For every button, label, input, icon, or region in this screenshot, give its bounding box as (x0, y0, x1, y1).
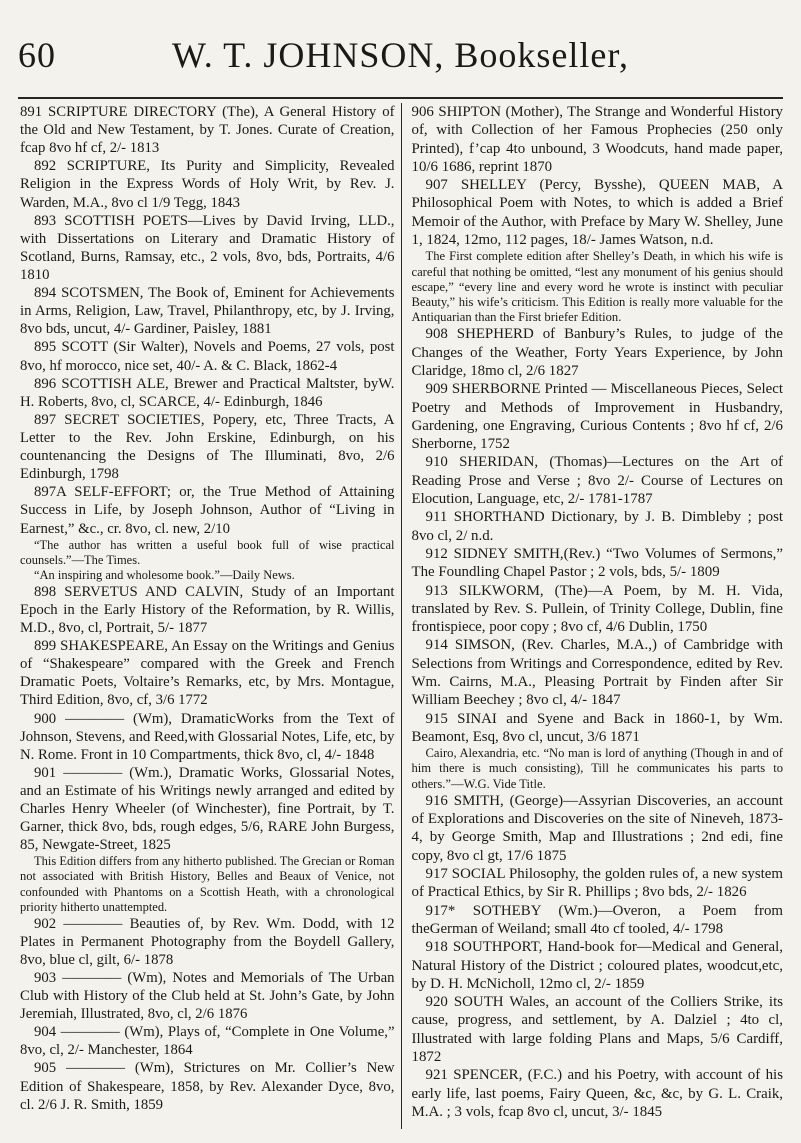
edition-note: This Edition differs from any hitherto published. The Grecian or Roman not associated with British History, Belles and Beaux of Venice, not confounded with Phantoms on a Scottish Heath, with a chronological priority hitherto unattempted. (20, 854, 395, 914)
catalogue-entry: 901 ———— (Wm.), Dramatic Works, Glossarial Notes, and an Estimate of his Writings newly arranged and edited by Charles Henry Wheeler (of Winchester), fine Portrait, by T. Garner, thick 8vo, bds, rough edges, 5/6, RARE John Burgess, 85, Newgate-Street, 1825 (20, 764, 395, 854)
catalogue-entry: 904 ———— (Wm), Plays of, “Complete in One Volume,” 8vo, cl, 2/- Manchester, 1864 (20, 1024, 395, 1059)
catalogue-entry: 899 SHAKESPEARE, An Essay on the Writings and Genius of “Shakespeare” compared with the Greek and French Dramatic Poets, Voltaire’s Remarks, etc, by Mrs. Montague, Third Edition, 8vo, cf, 3/6 1772 (20, 638, 395, 709)
catalogue-entry: 909 SHERBORNE Printed — Miscellaneous Pieces, Select Poetry and Methods of Improvement in Husbandry, Gardening, one Engraving, Curious Contents ; 8vo hf cf, 2/6 Sherborne, 1752 (411, 381, 783, 453)
catalogue-entry: 917* SOTHEBY (Wm.)—Overon, a Poem from theGerman of Weiland; small 4to cf tooled, 4/- 1798 (411, 902, 783, 937)
catalogue-entry: 921 SPENCER, (F.C.) and his Poetry, with account of his early life, last poems, Fairy Queen, &c, &c, by G. L. Craik, M.A. ; 3 vols, fcap 8vo cl, uncut, 3/- 1845 (411, 1067, 783, 1120)
catalogue-entry: 894 SCOTSMEN, The Book of, Eminent for Achievements in Arms, Religion, Law, Travel, Philanthropy, etc, by J. Irving, 8vo bds, uncut, 4/- Gardiner, Paisley, 1881 (20, 285, 395, 338)
running-title: W. T. JOHNSON, Bookseller, (172, 35, 629, 75)
catalogue-entry: 911 SHORTHAND Dictionary, by J. B. Dimbleby ; post 8vo cl, 2/ n.d. (411, 509, 783, 544)
catalogue-entry: 903 ———— (Wm), Notes and Memorials of The Urban Club with History of the Club held at St. John’s Gate, by John Jeremiah, Illustrated, 8vo, cl, 2/6 1876 (20, 969, 395, 1023)
catalogue-entry: 897 SECRET SOCIETIES, Popery, etc, Three Tracts, A Letter to the Rev. John Erskine, Edinburgh, on his countenancing the Designs of The Illuminati, 8vo, 2/6 Edinburgh, 1798 (20, 411, 395, 483)
page-header (18, 30, 783, 80)
catalogue-entry: 920 SOUTH Wales, an account of the Colliers Strike, its cause, progress, and settlement, by A. Dalziel ; 4to cl, Illustrated with large folding Plans and Maps, 5/6 Cardiff, 1872 (411, 994, 783, 1065)
catalogue-entry: 906 SHIPTON (Mother), The Strange and Wonderful History of, with Collection of her Famous Prophecies (250 only Printed), f’cap 4to unbound, 3 Woodcuts, hand made paper, 10/6 1686, reprint 1870 (411, 104, 783, 175)
page-number: 60 (18, 35, 56, 75)
catalogue-entry: 915 SINAI and Syene and Back in 1860-1, by Wm. Beamont, Esq, 8vo cl, uncut, 3/6 1871 (411, 710, 783, 745)
catalogue-entry: 910 SHERIDAN, (Thomas)—Lectures on the Art of Reading Prose and Verse ; 8vo 2/- Course of Lectures on Elocution, Language, etc, 2/- 1781-1787 (411, 454, 783, 508)
catalogue-entry: 893 SCOTTISH POETS—Lives by David Irving, LLD., with Dissertations on Literary and Dramatic History of Scotland, Burns, Ramsay, etc., 2 vols, 8vo, bds, Portraits, 4/6 1810 (20, 212, 395, 283)
catalogue-entry: 896 SCOTTISH ALE, Brewer and Practical Maltster, byW. H. Roberts, 8vo, cl, SCARCE, 4/- Edinburgh, 1846 (20, 375, 395, 410)
review-quote: “An inspiring and wholesome book.”—Daily News. (34, 567, 295, 582)
catalogue-entry: 913 SILKWORM, (The)—A Poem, by M. H. Vida, translated by Rev. S. Pullein, of Trinity College, Dublin, fine frontispiece, poor copy ; 8vo cf, 4/6 Dublin, 1750 (411, 582, 783, 636)
quotation-note: Cairo, Alexandria, etc. “No man is lord of anything (Though in and of him there is much consisting), Till he communicates his parts to others.”—W.G. Vide Title. (411, 746, 783, 791)
catalogue-entry: 918 SOUTHPORT, Hand-book for—Medical and General, Natural History of the District ; coloured plates, woodcut,etc, by D. H. McNicholl, 12mo cl, 2/- 1859 (411, 939, 783, 992)
catalogue-entry: 916 SMITH, (George)—Assyrian Discoveries, an account of Explorations and Discoveries on the site of Nineveh, 1873-4, by George Smith, Map and Illustrations ; 2nd edi, fine copy, 8vo cl gt, 17/6 1875 (411, 792, 783, 864)
catalogue-body (20, 103, 783, 1129)
catalogue-entry: 908 SHEPHERD of Banbury’s Rules, to judge of the Changes of the Weather, Forty Years Experience, by John Claridge, 18mo cl, 2/6 1827 (411, 326, 783, 379)
catalogue-entry: 907 SHELLEY (Percy, Bysshe), QUEEN MAB, A Philosophical Poem with Notes, to which is added a Brief Memoir of the Author, with Preface by Mary W. Shelley, June 1, 1824, 12mo, 112 pages, 18/- James Watson, n.d. (411, 177, 783, 249)
edition-note: The First complete edition after Shelley’s Death, in which his wife is careful that nothing be omitted, “lest any monument of his genius should escape,” “every line and every word he wrote is instinct with peculiar Beauty,” his wife’s criticism. This Edition is really more valuable for the Antiquarian than the First briefer Edition. (411, 249, 783, 325)
catalogue-entry: 912 SIDNEY SMITH,(Rev.) “Two Volumes of Sermons,” The Foundling Chapel Pastor ; 2 vols, bds, 5/- 1809 (411, 545, 783, 581)
right-column (402, 103, 784, 1129)
catalogue-entry: 891 SCRIPTURE DIRECTORY (The), A General History of the Old and New Testament, by T. Jones. Curate of Creation, fcap 8vo hf cf, 2/- 1813 (20, 104, 395, 157)
catalogue-entry: 898 SERVETUS AND CALVIN, Study of an Important Epoch in the Early History of the Reformation, by R. Willis, M.D., 8vo, cl, Portrait, 5/- 1877 (20, 583, 395, 636)
catalogue-entry: 902 ———— Beauties of, by Rev. Wm. Dodd, with 12 Plates in Permanent Photography from the Boydell Gallery, 8vo, blue cl, gilt, 6/- 1878 (20, 915, 395, 968)
catalogue-entry: 914 SIMSON, (Rev. Charles, M.A.,) of Cambridge with Selections from Writings and Correspondence, edited by Rev. Wm. Cairns, M.A., Pleasing Portrait by Finden after Sir William Beechey ; 8vo cl, 4/- 1847 (411, 637, 783, 709)
catalogue-entry: 897A SELF-EFFORT; or, the True Method of Attaining Success in Life, by Joseph Johnson, Author of “Living in Earnest,” &c., cr. 8vo, cl. new, 2/10 (20, 484, 395, 537)
catalogue-entry: 917 SOCIAL Philosophy, the golden rules of, a new system of Practical Ethics, by Sir R. Phillips ; 8vo bds, 2/- 1826 (411, 866, 783, 901)
catalogue-entry: 900 ———— (Wm), DramaticWorks from the Text of Johnson, Stevens, and Reed,with Glossarial Notes, Life, etc, by N. Rome. Front in 10 Compartments, thick 8vo, cl, 4/- 1848 (20, 710, 395, 763)
review-quote: “The author has written a useful book full of wise practical counsels.”—The Times. (20, 537, 395, 567)
catalogue-entry: 895 SCOTT (Sir Walter), Novels and Poems, 27 vols, post 8vo, hf morocco, nice set, 40/- A. & C. Black, 1862-4 (20, 339, 395, 374)
left-column (20, 103, 402, 1129)
catalogue-entry: 905 ———— (Wm), Strictures on Mr. Collier’s New Edition of Shakespeare, 1858, by Rev. Alexander Dyce, 8vo, cl. 2/6 J. R. Smith, 1859 (20, 1060, 395, 1113)
header-rule (18, 97, 783, 99)
catalogue-entry: 892 SCRIPTURE, Its Purity and Simplicity, Revealed Religion in the Express Words of Holy Writ, by Rev. J. Warden, M.A., 8vo cl 1/9 Tegg, 1843 (20, 158, 395, 211)
